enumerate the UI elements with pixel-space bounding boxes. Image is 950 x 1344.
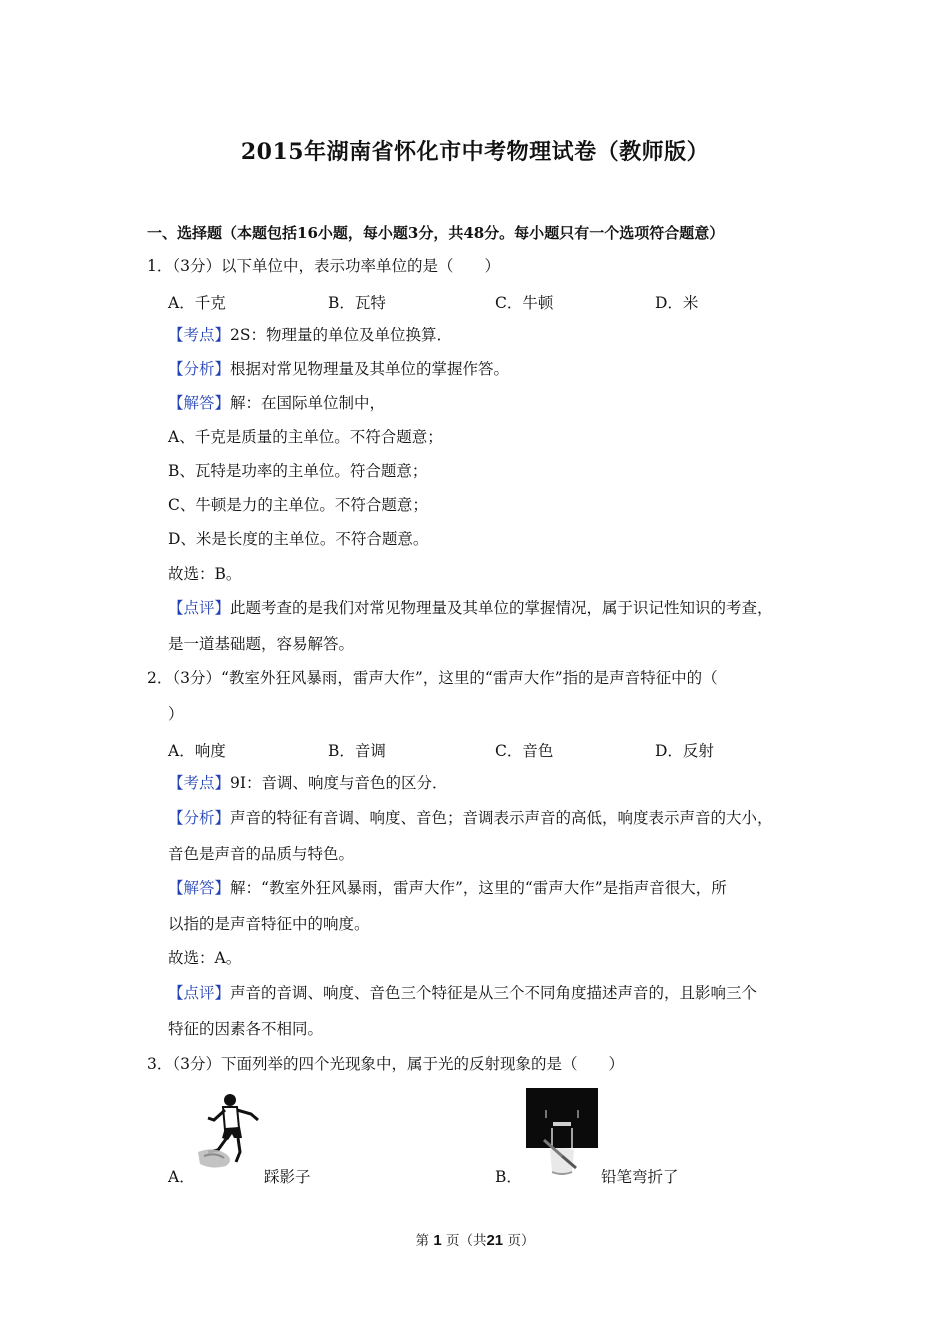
q1-line-d: D、米是长度的主单位。不符合题意。 — [168, 530, 429, 548]
q2-fenxi-cont: 音色是声音的品质与特色。 — [168, 845, 355, 863]
q2-answer: 故选：A。 — [168, 949, 242, 967]
fenxi-tag: 【分析】 — [168, 360, 231, 378]
q1-line-a: A、千克是质量的主单位。不符合题意； — [168, 428, 443, 446]
kaodian-tag: 【考点】 — [168, 326, 231, 344]
page-number: 1 — [433, 1232, 442, 1249]
q1-jieda: 【解答】解：在国际单位制中， — [168, 394, 386, 412]
q1-option-c: C．牛顿 — [495, 294, 554, 312]
q2-option-b: B．音调 — [328, 742, 386, 760]
runner-shadow-image — [196, 1090, 266, 1172]
q2-kaodian: 【考点】9I：音调、响度与音色的区分． — [168, 774, 448, 792]
q1-dianping: 【点评】此题考查的是我们对常见物理量及其单位的掌握情况，属于识记性知识的考查， — [168, 599, 773, 617]
q3-stem: 3．（3分）下面列举的四个光现象中，属于光的反射现象的是（ ） — [147, 1055, 624, 1073]
q1-line-c: C、牛顿是力的主单位。不符合题意； — [168, 496, 428, 514]
q2-stem: 2．（3分）“教室外狂风暴雨，雷声大作”，这里的“雷声大作”指的是声音特征中的（ — [147, 669, 718, 687]
q3-option-a-caption: 踩影子 — [264, 1168, 311, 1186]
q1-kaodian: 【考点】2S：物理量的单位及单位换算． — [168, 326, 452, 344]
q1-answer: 故选：B。 — [168, 565, 242, 583]
q2-fenxi: 【分析】声音的特征有音调、响度、音色；音调表示声音的高低，响度表示声音的大小， — [168, 809, 773, 827]
q1-option-d: D．米 — [655, 294, 699, 312]
page-total: 21 — [486, 1232, 504, 1249]
q2-stem-cont: ） — [168, 705, 184, 723]
q3-option-b-letter: B． — [495, 1168, 522, 1186]
q2-jieda: 【解答】解：“教室外狂风暴雨，雷声大作”，这里的“雷声大作”是指声音很大，所 — [168, 879, 727, 897]
q1-option-a: A．千克 — [168, 294, 226, 312]
bent-pencil-image — [526, 1088, 598, 1178]
q1-fenxi: 【分析】根据对常见物理量及其单位的掌握作答。 — [168, 360, 510, 378]
q2-dianping-cont: 特征的因素各不相同。 — [168, 1020, 324, 1038]
q1-dianping-cont: 是一道基础题，容易解答。 — [168, 635, 355, 653]
q3-option-b-caption: 铅笔弯折了 — [601, 1168, 679, 1186]
q1-option-b: B．瓦特 — [328, 294, 386, 312]
dianping-tag: 【点评】 — [168, 599, 231, 617]
q3-option-a-letter: A． — [168, 1168, 195, 1186]
q2-dianping: 【点评】声音的音调、响度、音色三个特征是从三个不同角度描述声音的，且影响三个 — [168, 984, 758, 1002]
q1-stem: 1．（3分）以下单位中，表示功率单位的是（ ） — [147, 257, 500, 275]
jieda-tag: 【解答】 — [168, 394, 231, 412]
page-footer: 第 1 页（共21 页） — [415, 1232, 535, 1249]
q2-jieda-cont: 以指的是声音特征中的响度。 — [168, 915, 370, 933]
page-title: 2015年湖南省怀化市中考物理试卷（教师版） — [240, 139, 710, 165]
q2-option-a: A．响度 — [168, 742, 226, 760]
q2-option-d: D．反射 — [655, 742, 714, 760]
q1-line-b: B、瓦特是功率的主单位。符合题意； — [168, 462, 428, 480]
q2-option-c: C．音色 — [495, 742, 554, 760]
section-heading: 一、选择题（本题包括16小题，每小题3分，共48分。每小题只有一个选项符合题意） — [147, 224, 725, 242]
